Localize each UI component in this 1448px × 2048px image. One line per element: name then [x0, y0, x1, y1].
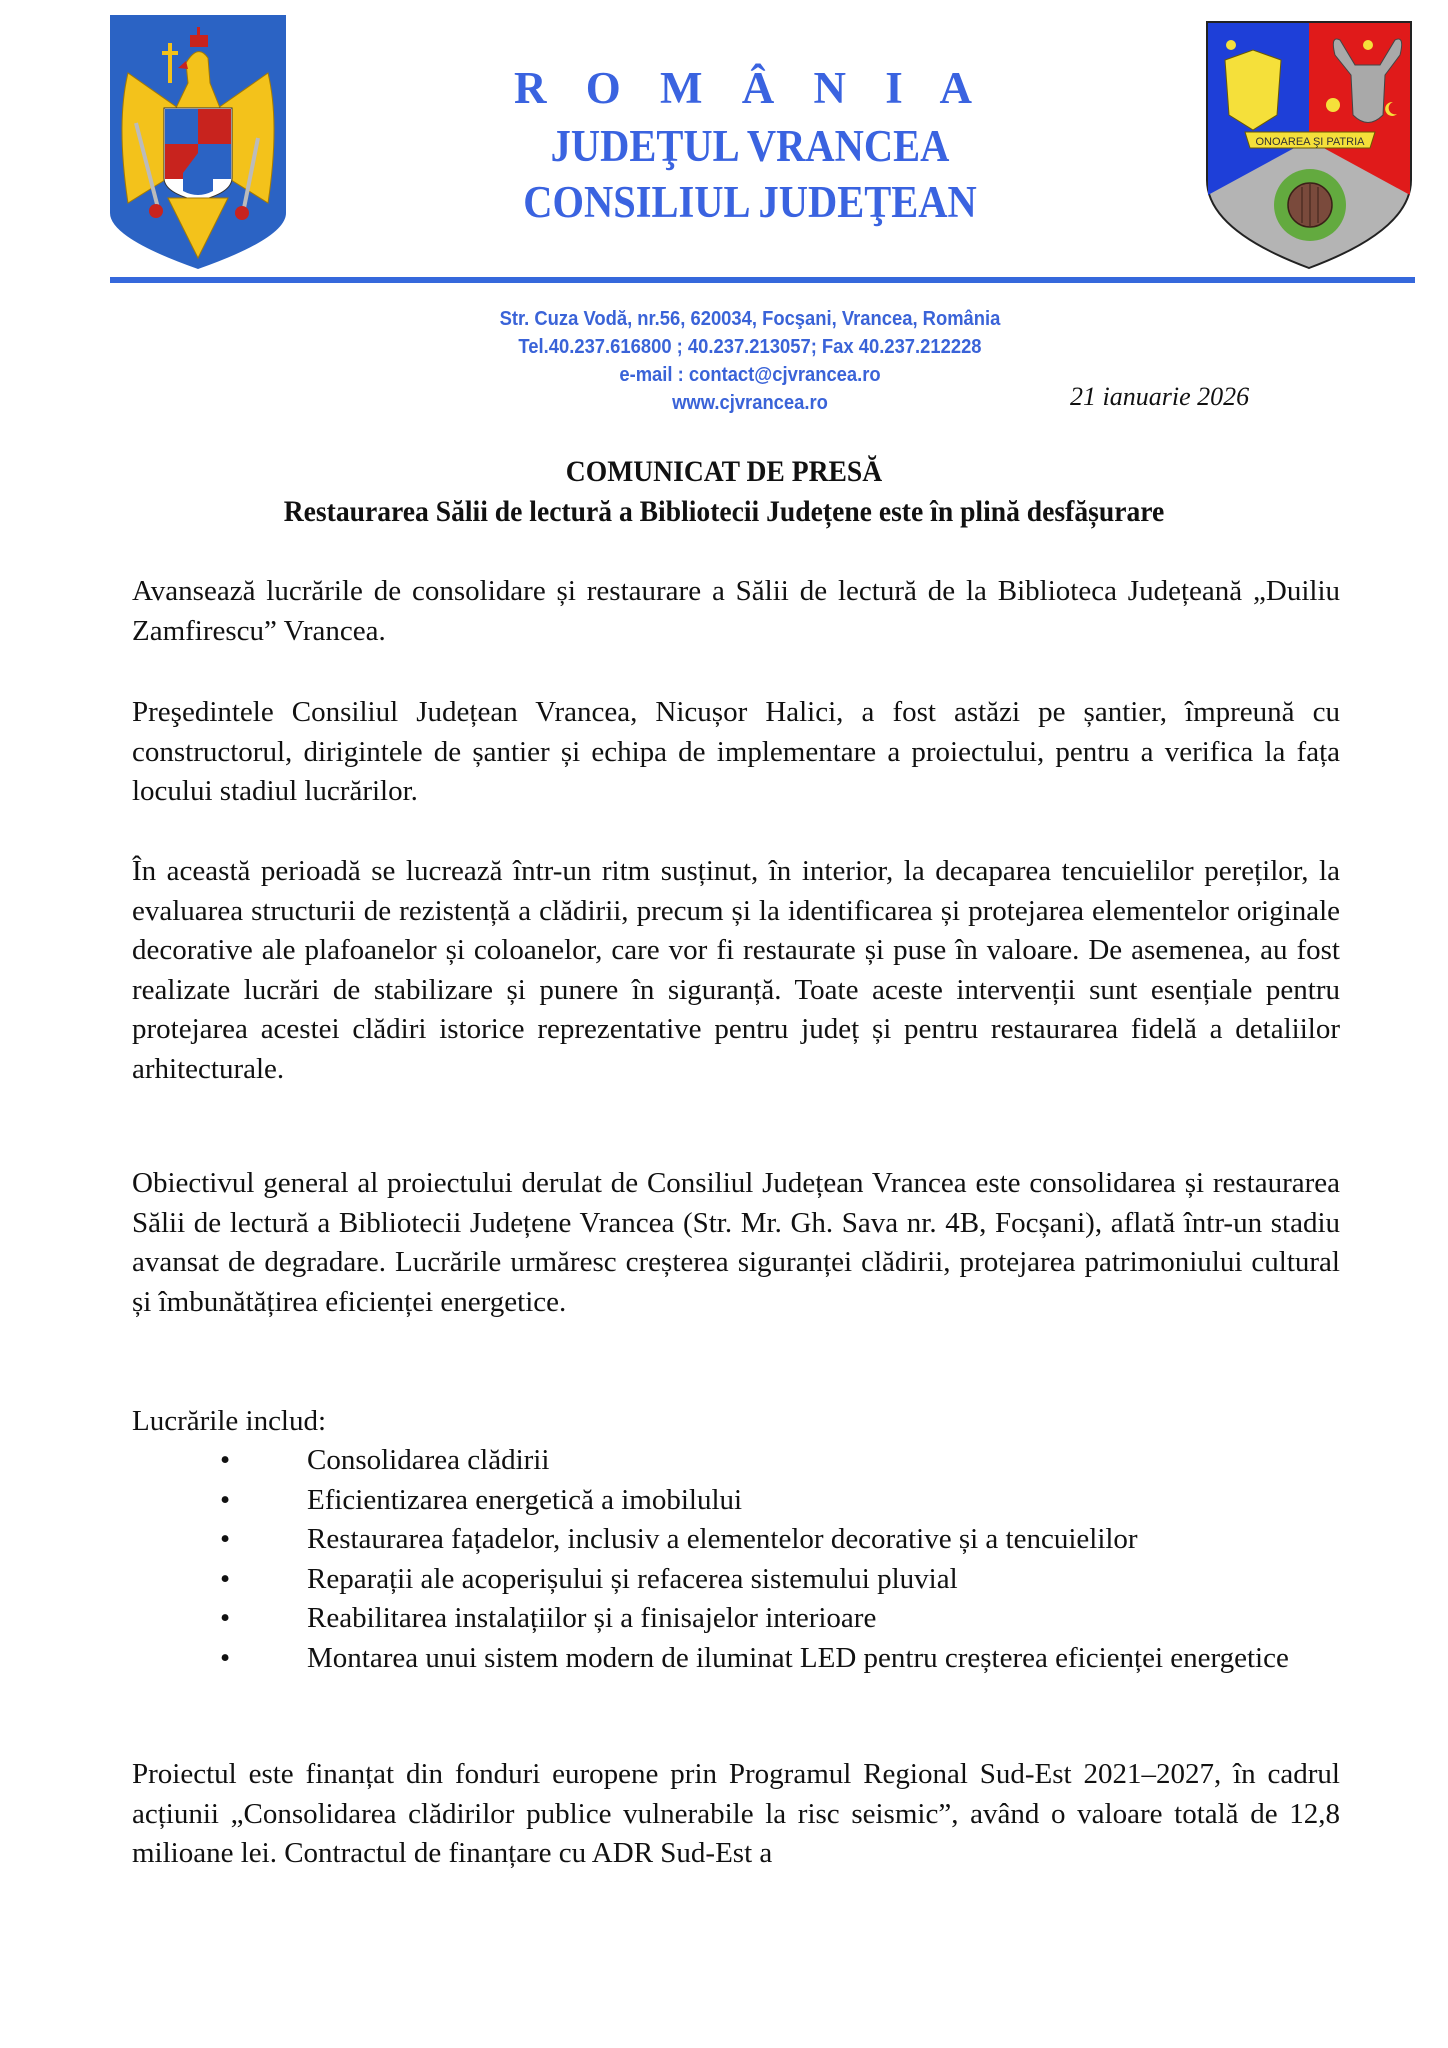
- paragraph-intro: Avansează lucrările de consolidare și restaurare a Sălii de lectură de la Biblioteca Județeană „Duiliu Zamfirescu” Vrancea.: [132, 575, 1340, 647]
- list-item: • Reabilitarea instalațiilor și a finisajelor interioare: [132, 1599, 1340, 1639]
- contact-email[interactable]: e-mail : contact@cjvrancea.ro: [619, 364, 881, 386]
- bullet-icon: •: [220, 1444, 231, 1476]
- header-divider: [110, 277, 1415, 283]
- document-headline: Restaurarea Sălii de lectură a Bibliotecii Județene este în plină desfășurare: [283, 495, 1165, 528]
- bullet-icon: •: [220, 1562, 231, 1595]
- paragraph-funding: Proiectul este finanțat din fonduri europene prin Programul Regional Sud-Est 2021–2027, în cadrul acțiunii „Consolidarea clădirilor publice vulnerabile la risc seismic”, având o valoare totală de 12,8 milioane lei. Contractul de finanțare cu ADR Sud-Est a: [132, 1758, 1340, 1869]
- list-item: • Montarea unui sistem modern de iluminat LED pentru creșterea eficienței energetice: [132, 1639, 1340, 1679]
- contact-address: Str. Cuza Vodă, nr.56, 620034, Focşani, Vrancea, România: [499, 308, 1001, 330]
- contact-phone: Tel.40.237.616800 ; 40.237.213057; Fax 40.237.212228: [518, 336, 982, 358]
- paragraph-current-works: În această perioadă se lucrează într-un ritm susținut, în interior, la decaparea tencuielilor pereților, la evaluarea structurii de rezistență a clădirii, precum și la identificarea și protejarea elementelor originale decorative ale plafoanelor și coloanelor, care vor fi restaurate și puse în valoare. De asemenea, au fost realizate lucrări de stabilizare și punere în siguranță. Toate aceste intervenții sunt esențiale pentru protejarea acestei clădiri istorice reprezentative pentru județ și pentru restaurarea fidelă a detaliilor arhitecturale.: [132, 855, 1340, 1085]
- header-council: CONSILIUL JUDEŢEAN: [523, 177, 977, 227]
- romania-coat-of-arms-icon: [108, 13, 288, 271]
- works-list: [132, 1441, 1340, 1678]
- contact-website[interactable]: www.cjvrancea.ro: [672, 392, 828, 414]
- paragraph-visit: Preşedintele Consiliul Județean Vrancea, Nicușor Halici, a fost astăzi pe șantier, împreună cu constructorul, dirigintele de șantier și echipa de implementare a proiectului, pentru a verifica la fața locului stadiul lucrărilor.: [132, 696, 1340, 807]
- header-county: JUDEŢUL VRANCEA: [550, 121, 950, 171]
- bullet-icon: •: [220, 1602, 231, 1634]
- crest-motto: ONOAREA ŞI PATRIA: [1255, 136, 1365, 148]
- paragraph-objective: Obiectivul general al proiectului derulat de Consiliul Județean Vrancea este consolidarea și restaurarea Sălii de lectură a Bibliotecii Județene Vrancea (Str. Mr. Gh. Sava nr. 4B, Focșani), aflată într-un stadiu avansat de degradare. Lucrările urmăresc creșterea siguranței clădirii, protejarea patrimoniului cultural și îmbunătățirea eficienței energetice.: [132, 1167, 1340, 1318]
- bullet-icon: •: [220, 1641, 231, 1674]
- header-country: R O M Â N I A: [514, 63, 986, 113]
- list-item: • Eficientizarea energetică a imobilului: [132, 1481, 1340, 1521]
- document-date: 21 ianuarie 2026: [1070, 382, 1250, 411]
- list-item: • Reparații ale acoperișului și refacerea sistemului pluvial: [132, 1560, 1340, 1600]
- vrancea-coat-of-arms-icon: [1205, 20, 1415, 270]
- document-type: COMUNICAT DE PRESĂ: [565, 455, 883, 488]
- paragraph-works-intro: Lucrările includ:: [132, 1405, 327, 1437]
- list-item: • Consolidarea clădirii: [132, 1441, 1340, 1481]
- list-item: • Restaurarea fațadelor, inclusiv a elementelor decorative și a tencuielilor: [132, 1520, 1340, 1560]
- bullet-icon: •: [220, 1523, 231, 1555]
- bullet-icon: •: [220, 1483, 231, 1516]
